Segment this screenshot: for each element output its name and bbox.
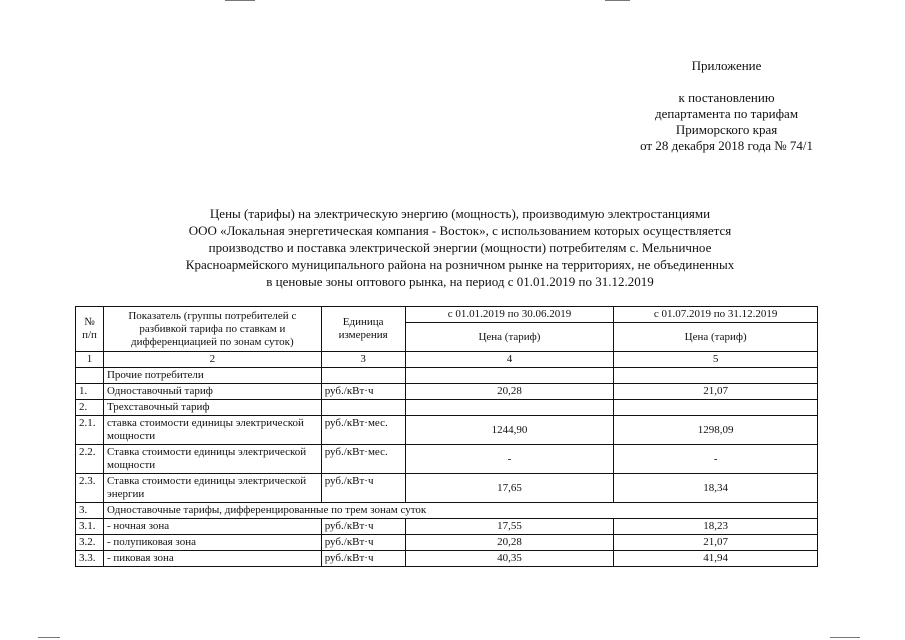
- row-price-2: -: [614, 445, 818, 474]
- table-row: [76, 400, 818, 416]
- title-line: производство и поставка электрической энергии (мощности) потребителям с. Мельничное: [208, 240, 712, 255]
- row-price-1: [405, 400, 614, 416]
- row-name: - пиковая зона: [103, 551, 321, 567]
- row-price-1: 20,28: [405, 384, 614, 400]
- row-price-2: 41,94: [614, 551, 818, 567]
- header-price-2: Цена (тариф): [614, 323, 818, 352]
- scan-edge-bottom-left: [38, 637, 60, 638]
- row-price-1: 40,35: [405, 551, 614, 567]
- row-name: - полупиковая зона: [103, 535, 321, 551]
- row-unit: руб./кВт·мес.: [321, 416, 405, 445]
- row-unit: руб./кВт·мес.: [321, 445, 405, 474]
- column-number: 4: [405, 352, 614, 368]
- row-name: Трехставочный тариф: [103, 400, 321, 416]
- row-price-2: 21,07: [614, 535, 818, 551]
- table-row: [76, 445, 818, 474]
- appendix-title: Приложение: [691, 58, 762, 73]
- appendix-line: департамента по тарифам: [655, 106, 799, 121]
- group-label: Прочие потребители: [103, 368, 321, 384]
- row-num: 1.: [76, 384, 104, 400]
- row-price-2: [614, 400, 818, 416]
- column-number: 3: [321, 352, 405, 368]
- column-number-row: [76, 352, 818, 368]
- row-unit: руб./кВт·ч: [321, 474, 405, 503]
- table-row: [76, 519, 818, 535]
- table-row: [76, 474, 818, 503]
- column-number: 2: [103, 352, 321, 368]
- row-num: 2.3.: [76, 474, 104, 503]
- title-line: в ценовые зоны оптового рынка, на период с 01.01.2019 по 31.12.2019: [266, 274, 654, 289]
- row-name: Ставка стоимости единицы электрической мощности: [103, 445, 321, 474]
- row-unit: [321, 400, 405, 416]
- row-price-1: 17,65: [405, 474, 614, 503]
- row-num: 2.: [76, 400, 104, 416]
- appendix-block: [640, 58, 813, 154]
- group-row: [76, 368, 818, 384]
- table-row: [76, 551, 818, 567]
- document-title: [110, 205, 810, 290]
- row-name: ставка стоимости единицы электрической мощности: [103, 416, 321, 445]
- header-period-1: с 01.01.2019 по 30.06.2019: [405, 307, 614, 323]
- section-row: [76, 503, 818, 519]
- row-num: 3.1.: [76, 519, 104, 535]
- appendix-line: от 28 декабря 2018 года № 74/1: [640, 138, 813, 153]
- header-indicator: Показатель (группы потребителей с разбивкой тарифа по ставкам и дифференциацией по зонам суток): [103, 307, 321, 352]
- row-price-2: 18,23: [614, 519, 818, 535]
- row-price-2: 18,34: [614, 474, 818, 503]
- header-unit: Единица измерения: [321, 307, 405, 352]
- row-unit: руб./кВт·ч: [321, 535, 405, 551]
- row-price-2: 1298,09: [614, 416, 818, 445]
- table-header-row: [76, 307, 818, 323]
- section-label: Одноставочные тарифы, дифференцированные по трем зонам суток: [103, 503, 817, 519]
- table-row: [76, 535, 818, 551]
- table-row: [76, 384, 818, 400]
- row-unit: руб./кВт·ч: [321, 519, 405, 535]
- row-name: - ночная зона: [103, 519, 321, 535]
- scan-edge-bottom-right: [830, 637, 860, 638]
- row-price-1: -: [405, 445, 614, 474]
- title-line: Цены (тарифы) на электрическую энергию (мощность), производимую электростанциями: [209, 206, 711, 221]
- row-name: Одноставочный тариф: [103, 384, 321, 400]
- row-unit: руб./кВт·ч: [321, 551, 405, 567]
- row-num: 3.3.: [76, 551, 104, 567]
- tariff-table: [75, 306, 818, 567]
- row-num: 3.2.: [76, 535, 104, 551]
- header-price-1: Цена (тариф): [405, 323, 614, 352]
- row-price-1: 20,28: [405, 535, 614, 551]
- column-number: 5: [614, 352, 818, 368]
- header-period-2: с 01.07.2019 по 31.12.2019: [614, 307, 818, 323]
- row-num: 2.1.: [76, 416, 104, 445]
- title-line: ООО «Локальная энергетическая компания - Восток», с использованием которых осуществляется: [188, 223, 732, 238]
- column-number: 1: [76, 352, 104, 368]
- row-num: 2.2.: [76, 445, 104, 474]
- section-num: 3.: [76, 503, 104, 519]
- scan-edge-top-left: [225, 0, 255, 1]
- appendix-line: Приморского края: [675, 122, 778, 137]
- row-name: Ставка стоимости единицы электрической энергии: [103, 474, 321, 503]
- scan-edge-top-right: [605, 0, 630, 1]
- row-price-1: 17,55: [405, 519, 614, 535]
- title-line: Красноармейского муниципального района на розничном рынке на территориях, не объединенных: [185, 257, 735, 272]
- row-unit: руб./кВт·ч: [321, 384, 405, 400]
- table-row: [76, 416, 818, 445]
- header-num: № п/п: [76, 307, 104, 352]
- row-price-2: 21,07: [614, 384, 818, 400]
- row-price-1: 1244,90: [405, 416, 614, 445]
- appendix-line: к постановлению: [678, 90, 775, 105]
